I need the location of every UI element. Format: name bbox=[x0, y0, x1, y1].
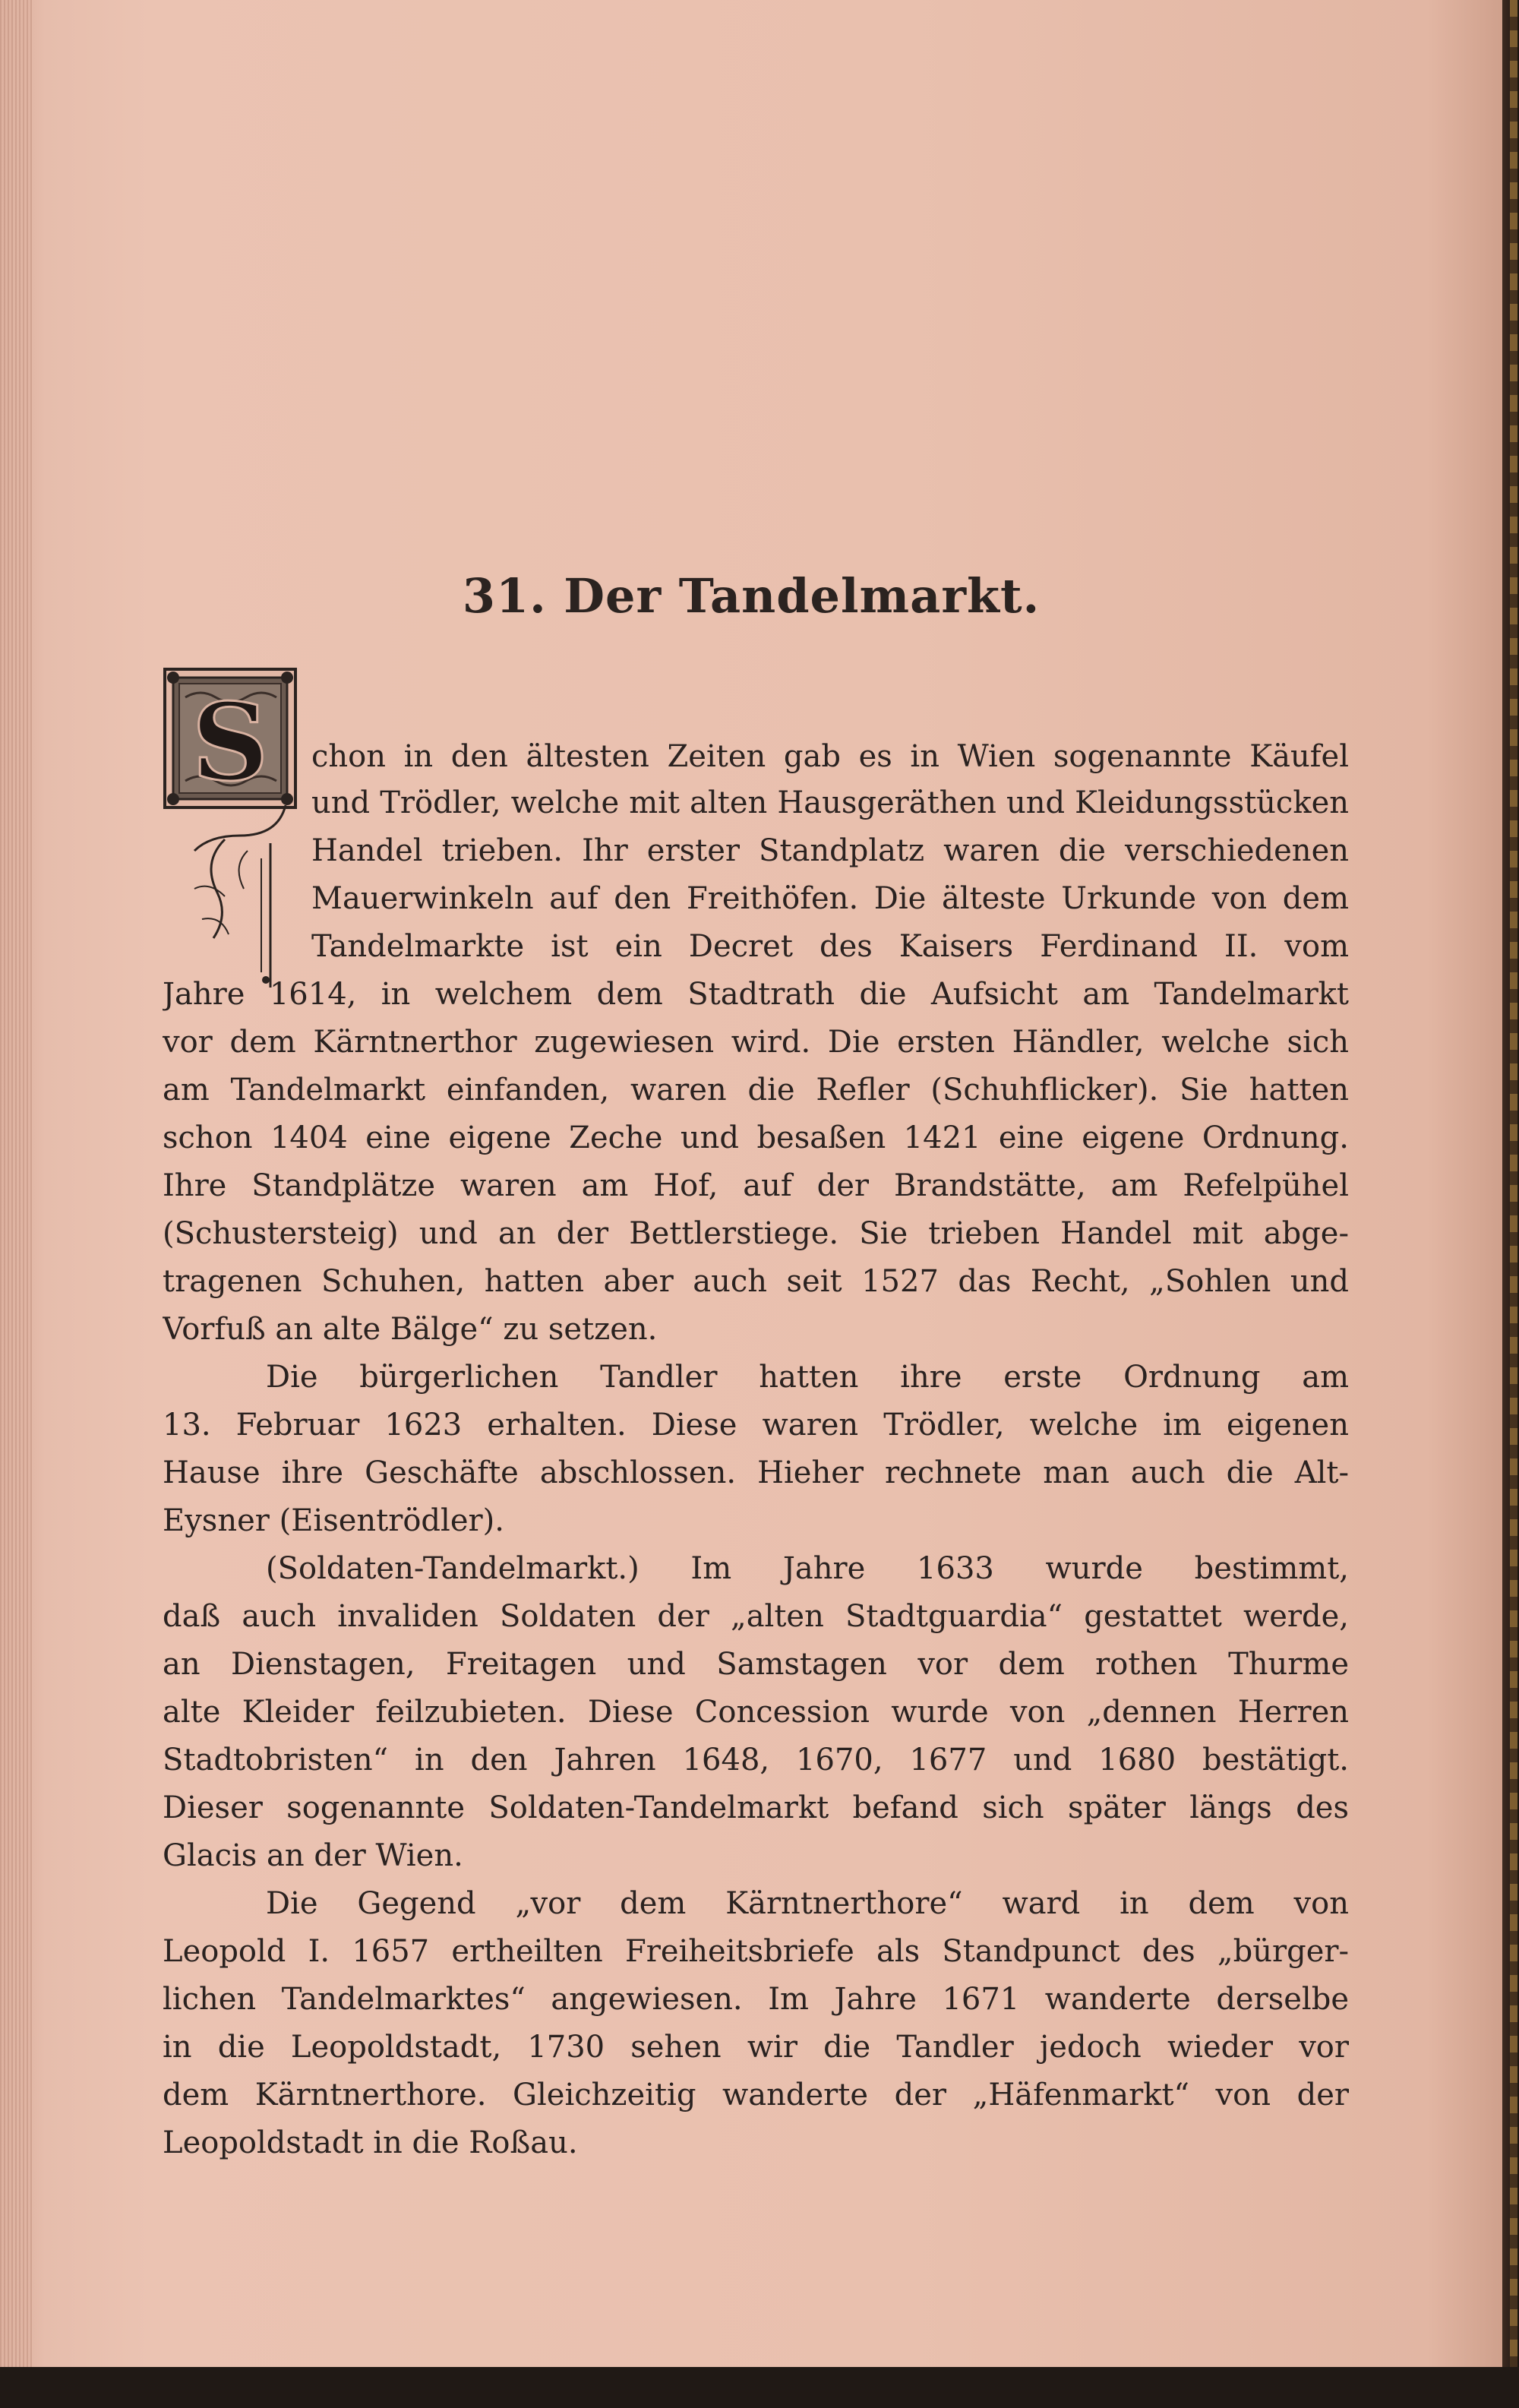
text-line: daß auch invaliden Soldaten der „alten Stadtguardia“ gestattet werde, bbox=[163, 1599, 1349, 1634]
chapter-heading bbox=[0, 568, 1502, 624]
chapter-number: 31. bbox=[462, 568, 547, 624]
text-line: (Schustersteig) und an der Bettlerstiege. Sie trieben Handel mit abge- bbox=[163, 1216, 1349, 1251]
text-line: und Trödler, welche mit alten Hausgeräthen und Kleidungsstücken bbox=[311, 785, 1349, 820]
text-line: Stadtobristen“ in den Jahren 1648, 1670, 1677 und 1680 bestätigt. bbox=[163, 1743, 1349, 1778]
text-line: Die Gegend „vor dem Kärntnerthore“ ward in dem von bbox=[266, 1886, 1349, 1921]
text-line: Handel trieben. Ihr erster Standplatz waren die verschiedenen bbox=[311, 833, 1349, 868]
text-line: Glacis an der Wien. bbox=[163, 1838, 463, 1873]
background-edge bbox=[0, 2367, 1519, 2408]
text-line: Vorfuß an alte Bälge“ zu setzen. bbox=[163, 1312, 658, 1347]
text-line: Ihre Standplätze waren am Hof, auf der Brandstätte, am Refelpühel bbox=[163, 1168, 1349, 1203]
drop-cap-flourish bbox=[179, 805, 293, 988]
text-line: Dieser sogenannte Soldaten-Tandelmarkt befand sich später längs des bbox=[163, 1790, 1349, 1825]
text-line: (Soldaten-Tandelmarkt.) Im Jahre 1633 wurde bestimmt, bbox=[266, 1551, 1349, 1586]
text-line: Die bürgerlichen Tandler hatten ihre erste Ordnung am bbox=[266, 1360, 1349, 1395]
drop-cap-letter: S bbox=[191, 681, 269, 805]
text-line: Leopold I. 1657 ertheilten Freiheitsbriefe als Standpunct des „bürger- bbox=[163, 1934, 1349, 1969]
text-line: chon in den ältesten Zeiten gab es in Wien sogenannte Käufel bbox=[311, 739, 1349, 774]
text-line: 13. Februar 1623 erhalten. Diese waren Trödler, welche im eigenen bbox=[163, 1408, 1349, 1443]
text-line: dem Kärntnerthore. Gleichzeitig wanderte der „Häfenmarkt“ von der bbox=[163, 2078, 1349, 2113]
text-line: alte Kleider feilzubieten. Diese Concession wurde von „dennen Herren bbox=[163, 1695, 1349, 1730]
text-line: Mauerwinkeln auf den Freithöfen. Die älteste Urkunde von dem bbox=[311, 881, 1349, 916]
text-line: am Tandelmarkt einfanden, waren die Refler (Schuhflicker). Sie hatten bbox=[163, 1073, 1349, 1108]
text-line: Leopoldstadt in die Roßau. bbox=[163, 2125, 578, 2160]
text-line: an Dienstagen, Freitagen und Samstagen vor dem rothen Thurme bbox=[163, 1647, 1349, 1682]
text-line: tragenen Schuhen, hatten aber auch seit 1527 das Recht, „Sohlen und bbox=[163, 1264, 1349, 1299]
text-line: lichen Tandelmarktes“ angewiesen. Im Jahre 1671 wanderte derselbe bbox=[163, 1982, 1349, 2017]
text-line: Tandelmarkte ist ein Decret des Kaisers Ferdinand II. vom bbox=[311, 929, 1349, 964]
text-line: Jahre 1614, in welchem dem Stadtrath die Aufsicht am Tandelmarkt bbox=[163, 977, 1349, 1012]
drop-cap-initial bbox=[163, 667, 298, 810]
page-edge bbox=[0, 0, 32, 2367]
spine-gilding bbox=[1510, 0, 1517, 2367]
chapter-title: Der Tandelmarkt. bbox=[564, 568, 1041, 624]
text-line: Eysner (Eisentrödler). bbox=[163, 1503, 504, 1538]
text-line: vor dem Kärntnerthor zugewiesen wird. Die ersten Händler, welche sich bbox=[163, 1025, 1349, 1060]
book-spine bbox=[1502, 0, 1519, 2408]
text-line: schon 1404 eine eigene Zeche und besaßen 1421 eine eigene Ordnung. bbox=[163, 1120, 1349, 1155]
text-line: Hause ihre Geschäfte abschlossen. Hieher rechnete man auch die Alt- bbox=[163, 1455, 1349, 1490]
text-line: in die Leopoldstadt, 1730 sehen wir die Tandler jedoch wieder vor bbox=[163, 2030, 1349, 2065]
